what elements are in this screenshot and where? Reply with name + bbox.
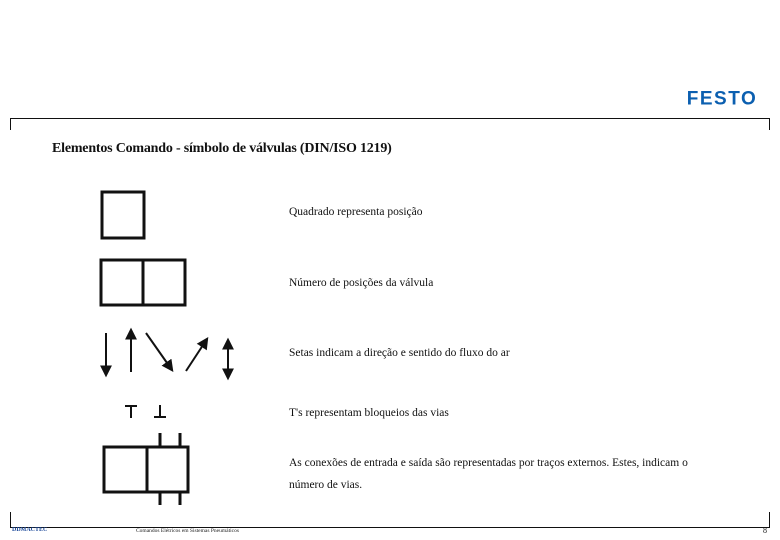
caption-connections: As conexões de entrada e saída são representadas por traços externos. Estes, indicam o número de vias.	[289, 457, 688, 491]
caption-square: Quadrado representa posição	[289, 206, 423, 218]
caption-positions: Número de posições da válvula	[289, 277, 434, 289]
position-square	[102, 192, 144, 238]
footer-course-title: Comandos Elétricos em Sistemas Pneumáticos	[136, 528, 239, 534]
slide-title: Elementos Comando - símbolo de válvulas (DIN/ISO 1219)	[52, 141, 392, 156]
caption-blocks: T's representam bloqueios das vias	[289, 407, 449, 419]
footer-brand: DDMACTEC	[12, 527, 48, 533]
block-symbols	[125, 405, 166, 418]
page-number: 8	[763, 526, 767, 535]
caption-arrows: Setas indicam a direção e sentido do fluxo do ar	[289, 347, 510, 359]
valve-with-ports	[104, 433, 188, 505]
two-position-squares	[101, 260, 185, 305]
festo-logo-text: FESTO	[686, 88, 758, 108]
flow-arrows	[106, 330, 228, 378]
footer-rule	[10, 512, 770, 528]
